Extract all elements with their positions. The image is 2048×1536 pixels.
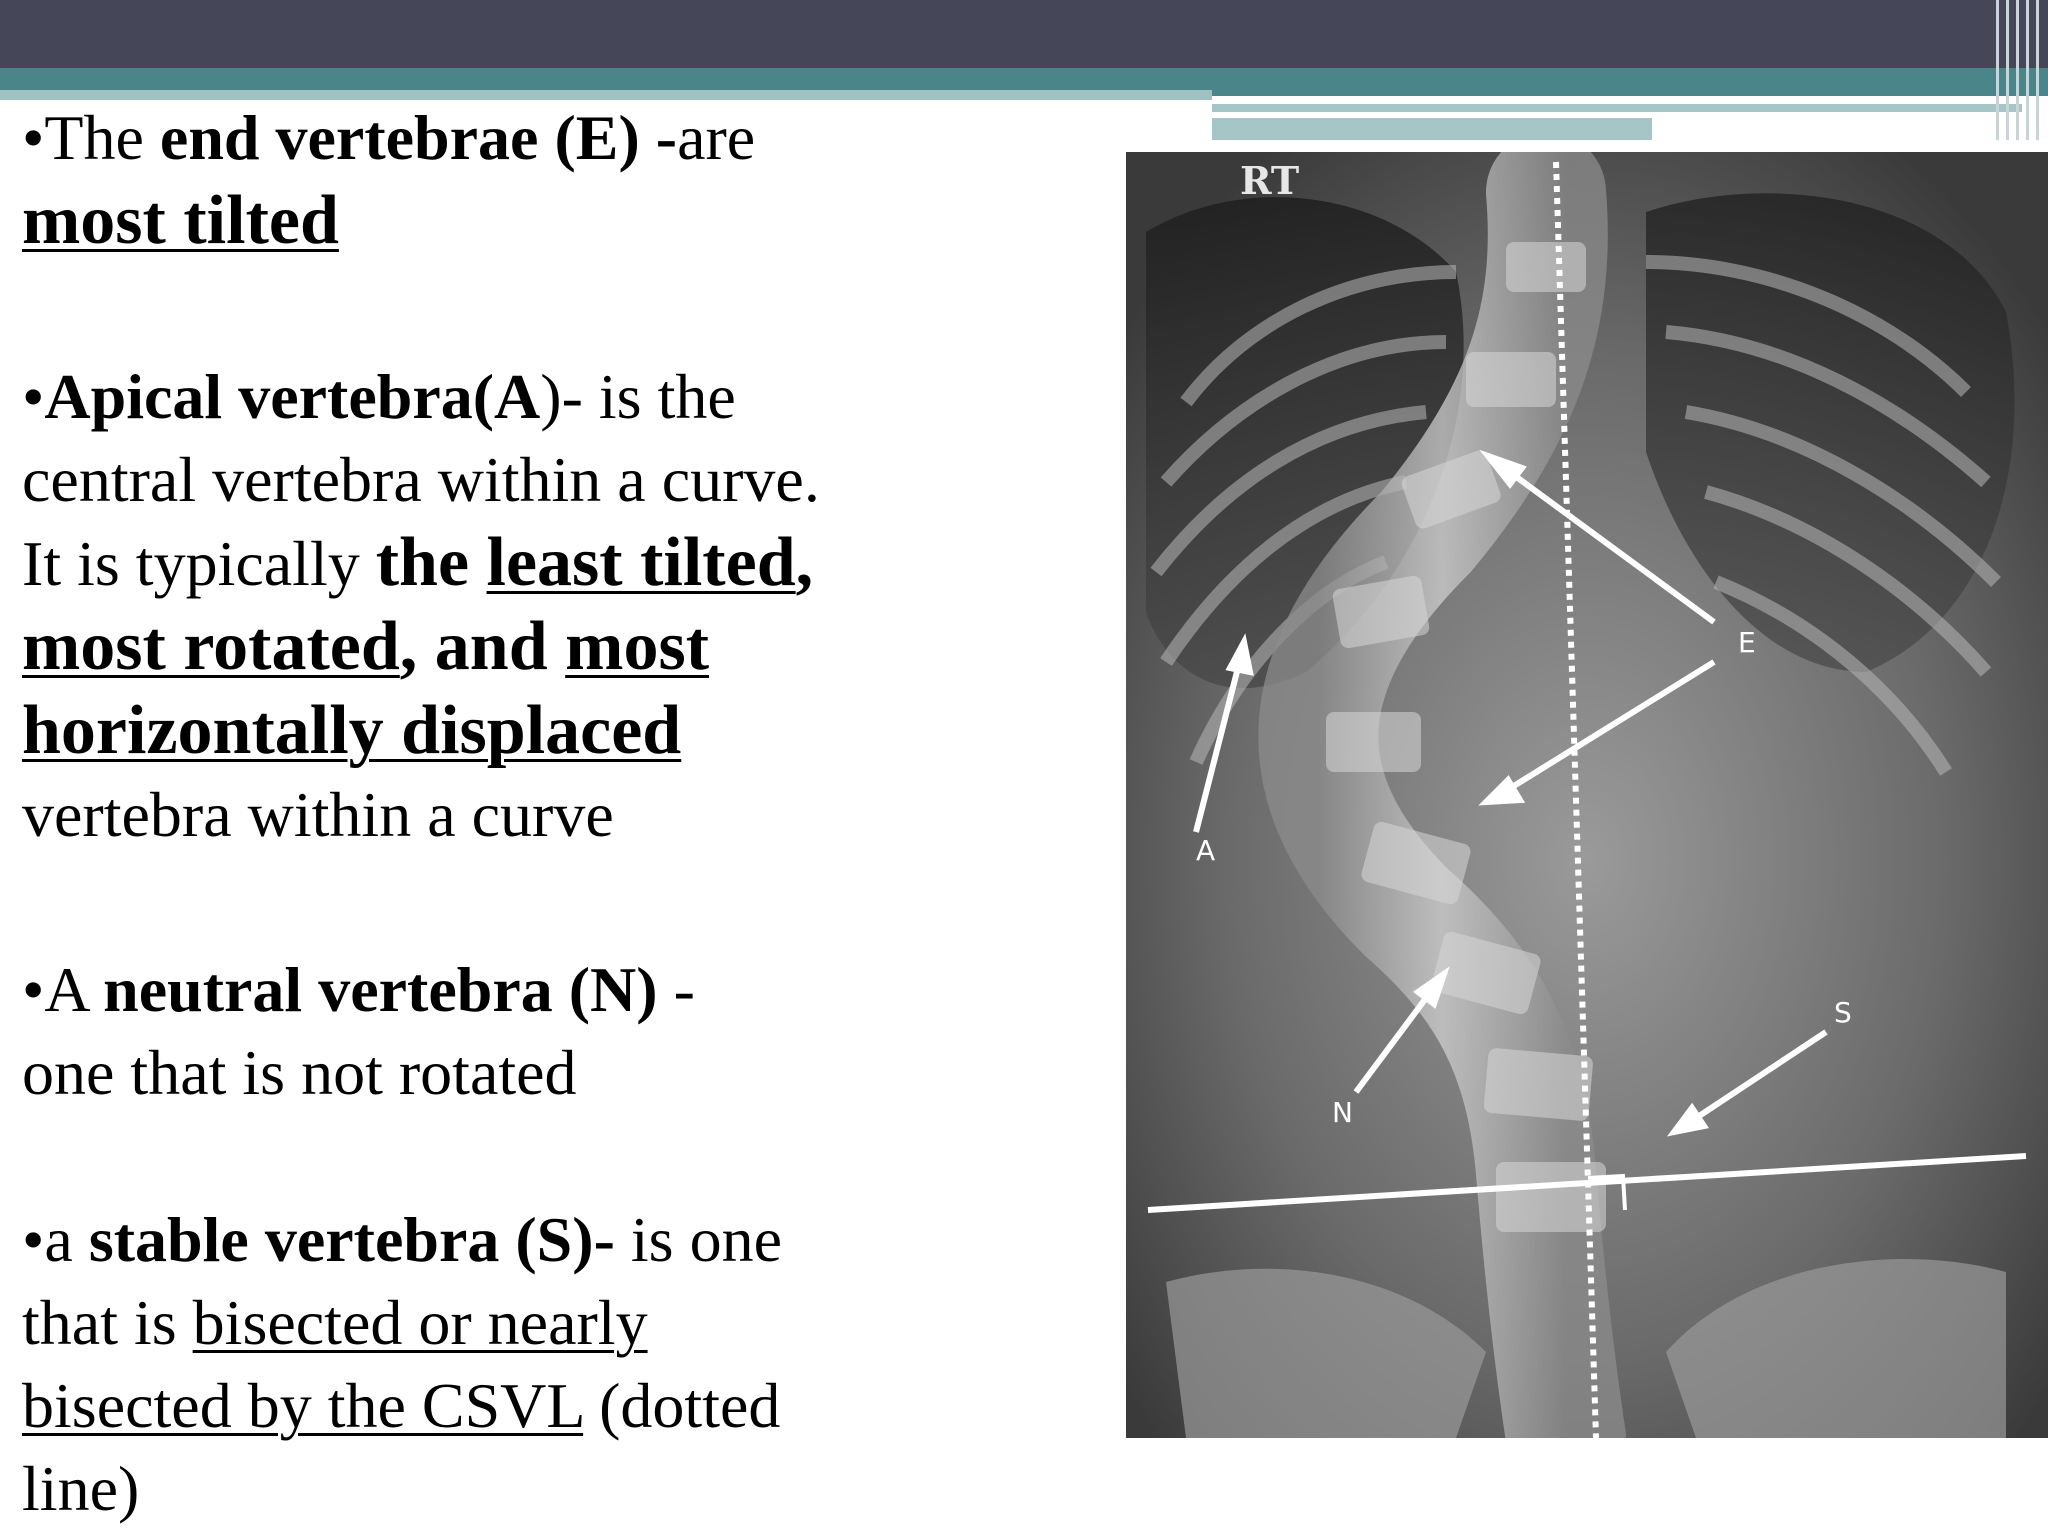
label-a: A	[1196, 834, 1216, 867]
label-e: E	[1738, 626, 1756, 659]
bullet-end-vertebrae: •The end vertebrae (E) -are most tilted	[22, 102, 756, 259]
label-s: S	[1834, 996, 1852, 1029]
header-stripe	[1212, 112, 1898, 117]
header-stripe	[1212, 90, 2048, 96]
rt-marker: RT	[1240, 158, 1300, 203]
header-bar	[0, 0, 2048, 68]
bullet-apical-vertebra: •Apical vertebra(A)- is the central vertebra within a curve. It is typically the least tilted, most rotated, and most horizontally displaced vertebra within a curve	[22, 361, 820, 850]
header-accent-bar	[0, 68, 2048, 90]
label-n: N	[1332, 1096, 1353, 1129]
header-stripe	[1212, 118, 1652, 140]
header-corner-lines	[1992, 0, 2048, 140]
bullet-neutral-vertebra: •A neutral vertebra (N) - one that is not rotated	[22, 954, 695, 1108]
header-stripe	[1212, 104, 2022, 112]
emphasis-most-tilted: most tilted	[22, 182, 339, 259]
spine-xray-image	[1126, 152, 2048, 1438]
bullet-stable-vertebra: •a stable vertebra (S)- is one that is bisected or nearly bisected by the CSVL (dotted line)	[22, 1204, 782, 1524]
